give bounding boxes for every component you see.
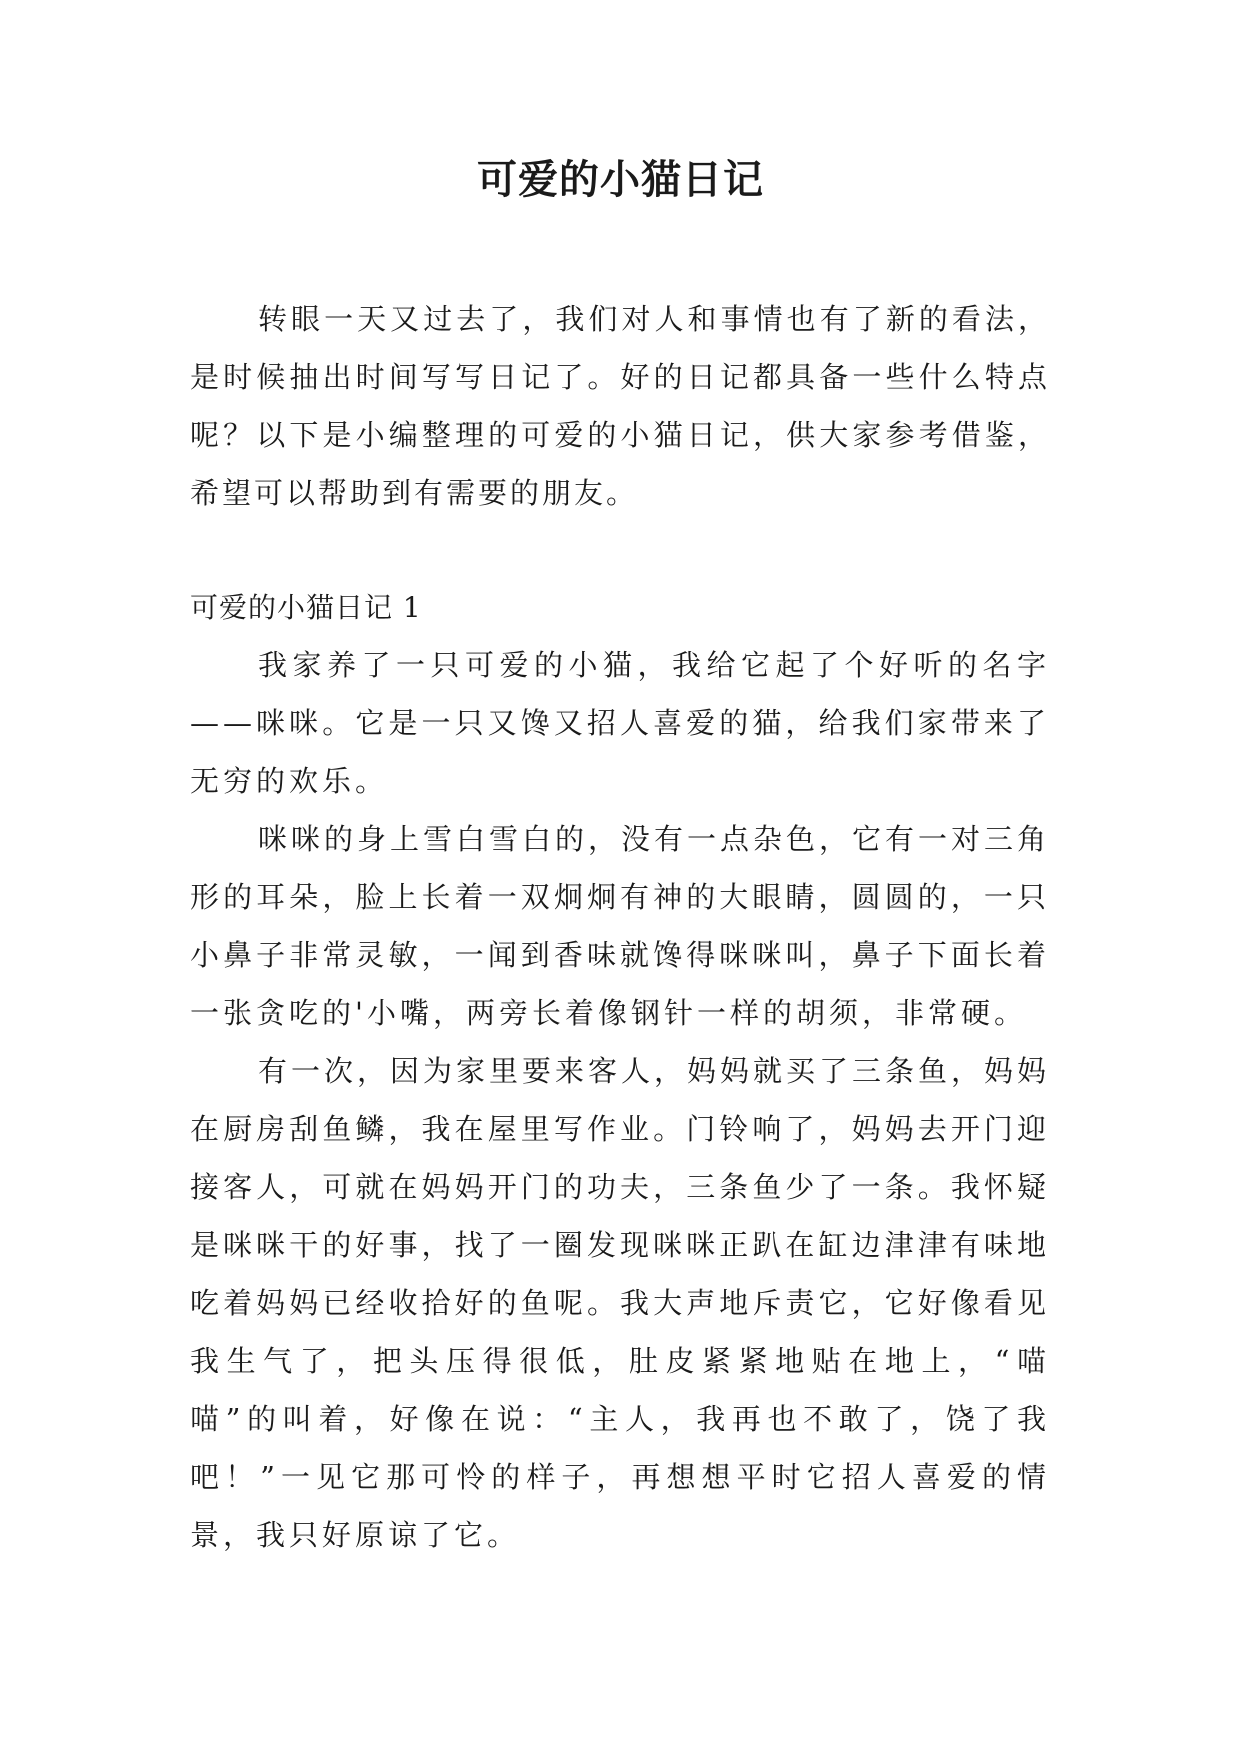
diary-entry — [190, 636, 1050, 1564]
document-title: 可爱的小猫日记 — [477, 156, 764, 203]
document-body — [190, 290, 1050, 1564]
intro-paragraph: 转眼一天又过去了，我们对人和事情也有了新的看法，是时候抽出时间写写日记了。好的日记都具备一些什么特点呢？以下是小编整理的可爱的小猫日记，供大家参考借鉴，希望可以帮助到有需要的朋友。 — [190, 302, 1050, 510]
diary-paragraph: 有一次，因为家里要来客人，妈妈就买了三条鱼，妈妈在厨房刮鱼鳞，我在屋里写作业。门铃响了，妈妈去开门迎接客人，可就在妈妈开门的功夫，三条鱼少了一条。我怀疑是咪咪干的好事，找了一圈发现咪咪正趴在缸边津津有味地吃着妈妈已经收拾好的鱼呢。我大声地斥责它，它好像看见我生气了，把头压得很低，肚皮紧紧地贴在地上，“喵喵”的叫着，好像在说：“主人，我再也不敢了，饶了我吧！”一见它那可怜的样子，再想想平时它招人喜爱的情景，我只好原谅了它。 — [190, 1054, 1051, 1552]
diary-paragraph: 我家养了一只可爱的小猫，我给它起了个好听的名字——咪咪。它是一只又馋又招人喜爱的猫，给我们家带来了无穷的欢乐。 — [190, 648, 1050, 798]
section-heading: 可爱的小猫日记 1 — [190, 591, 422, 624]
diary-paragraph: 咪咪的身上雪白雪白的，没有一点杂色，它有一对三角形的耳朵，脸上长着一双炯炯有神的大眼睛，圆圆的，一只小鼻子非常灵敏，一闻到香味就馋得咪咪叫，鼻子下面长着一张贪吃的'小嘴，两旁长着像钢针一样的胡须，非常硬。 — [190, 822, 1051, 1030]
